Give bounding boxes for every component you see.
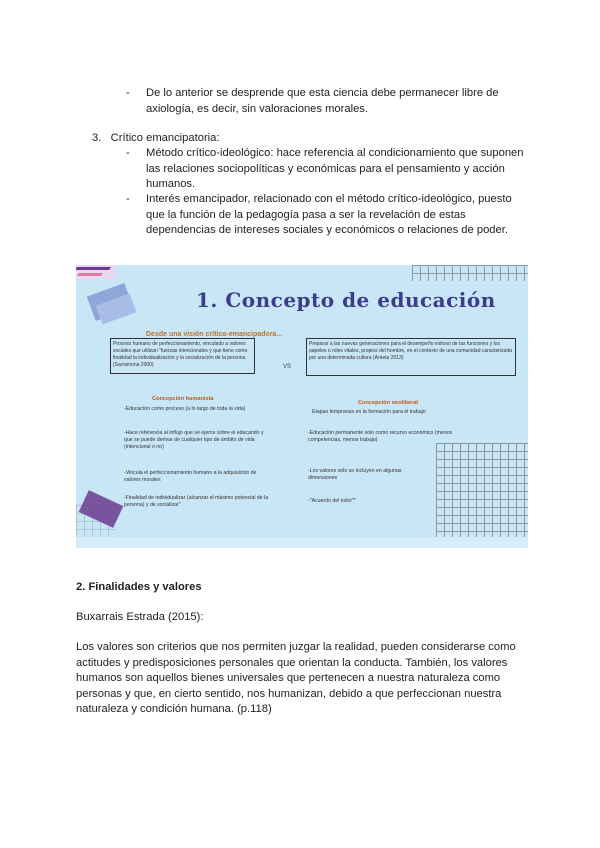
paragraph: Los valores son criterios que nos permiten juzgar la realidad, pueden considerarse como actitudes y predisposiciones personales que orientan la conducta. También, los valores humanos son aquellos bienes universales que pertenecen a nuestra naturaleza como personas y que, en cierto sentido, nos humanizan, debido a que perfeccionan nuestra naturaleza y condición humana. (p.118) [76, 641, 516, 715]
deco-stripe-pink [77, 273, 103, 276]
numbered-item-3 [92, 131, 219, 147]
vs-label: VS [283, 364, 292, 370]
bullet-text: Interés emancipador, relacionado con el método crítico-ideológico, puesto que la función de la pedagogía pasa a ser la revelación de estas dependencias de intereses sociales y económicos o relaciones de poder. [146, 193, 512, 236]
deco-stripe-purple [76, 267, 111, 270]
humanista-point: -Hace referencia al influjo que se ejerce sobre el educando y que se puede derivar de cualquier tipo de ámbito de vida (intencional o no) [124, 430, 264, 450]
neoliberal-point: -"Acuerdo del éxito"* [308, 498, 356, 504]
humanista-point: -Finalidad de individualizar (alcanzar el máximo potencial de la persona) y de socializar" [124, 495, 269, 508]
citation: Buxarrais Estrada (2015): [76, 611, 204, 623]
slide-subtitle: Desde una visión crítico-emancipadora... [146, 331, 283, 338]
definition-box-right: Preparar a las nuevas generaciones para el desempeño exitoso de las funciones y los papeles o roles vitales, propios del hombre, en el contexto de una comunidad caracterizada por una determinada cultura (Arrieta 2013) [306, 338, 516, 376]
humanista-point: -Vincula el perfeccionamiento humano a la adquisición de valores morales [124, 470, 257, 483]
section-heading: 2. Finalidades y valores [76, 581, 202, 593]
heading-humanista: Concepción humanista [152, 396, 214, 402]
definition-box-left: Proceso humano de perfeccionamiento, vinculado a valores sociales que utilizan "fuerzas intencionales y que tiene como finalidad la individualización y la socialización de la persona (Sarramona 2000) [110, 338, 255, 374]
neoliberal-point: -Los valores solo se incluyen en algunas dimensiones [308, 468, 402, 481]
neoliberal-point: -Educación permanente solo como recurso económico (menos competencias, menos trabajo) [308, 430, 453, 443]
heading-neoliberal: Concepción neoliberal [358, 400, 418, 406]
bullet-text: Método crítico-ideológico: hace referencia al condicionamiento que suponen las relaciones sociopolíticas y económicas para el pensamiento y acción humanos. [146, 147, 524, 190]
deco-grid-top [412, 265, 528, 281]
slide-title: 1. Concepto de educación [196, 288, 496, 312]
list-number: 3. [92, 132, 102, 144]
neoliberal-point: Etapas tempranas en la formación para el trabajo [312, 409, 426, 415]
bullet-text: De lo anterior se desprende que esta ciencia debe permanecer libre de axiología, es decir, sin valoraciones morales. [146, 87, 499, 115]
deco-grid-bottom [436, 443, 528, 548]
dash-marker: - [126, 147, 130, 159]
slide-bottom-band [76, 537, 528, 548]
slide-image-concepto-educacion [76, 265, 528, 548]
dash-marker: - [126, 87, 130, 99]
humanista-point: -Educación como proceso (a lo largo de toda la vida) [124, 406, 246, 412]
list-label: Crítico emancipatoria: [110, 132, 220, 144]
dash-marker: - [126, 193, 130, 205]
